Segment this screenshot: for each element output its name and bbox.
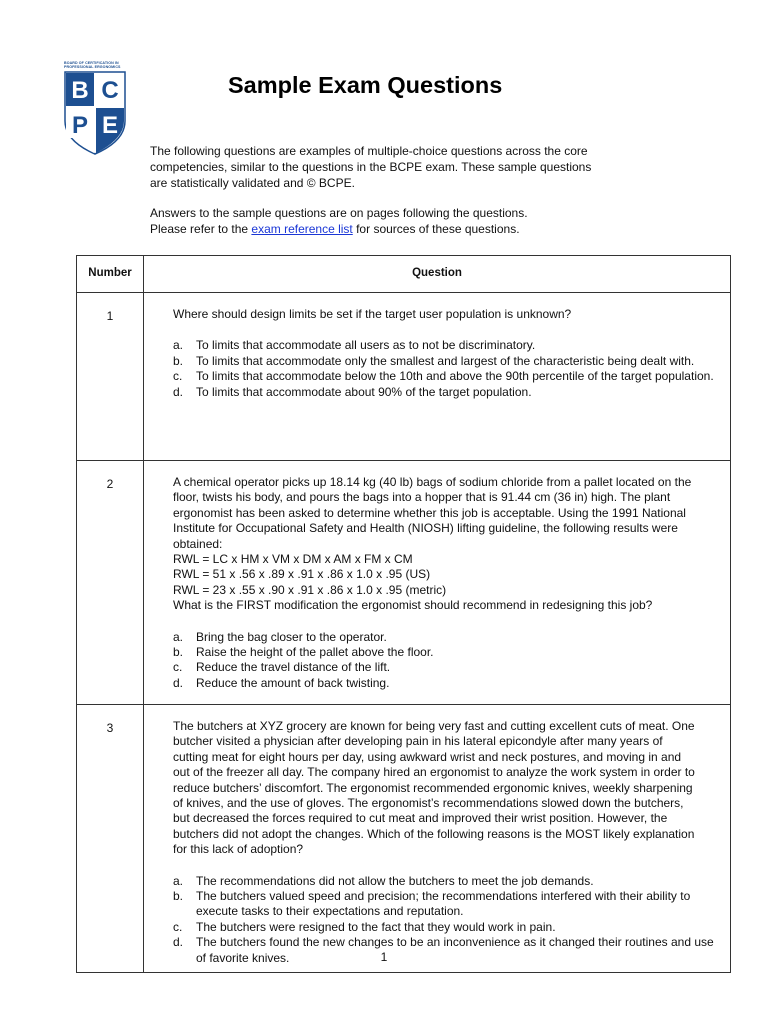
intro-reference-line — [150, 221, 670, 237]
answer-option — [173, 676, 718, 691]
table-row — [77, 705, 731, 973]
option-letter: d. — [173, 384, 184, 399]
question-cell — [144, 461, 731, 705]
question-line: obtained: — [173, 536, 223, 551]
question-number: 2 — [77, 461, 144, 705]
question-line: Where should design limits be set if the target user population is unknown? — [173, 307, 572, 321]
intro-line: Answers to the sample questions are on pages following the questions. — [150, 206, 528, 220]
option-letter: c. — [173, 660, 183, 675]
question-line: ergonomist has been asked to determine whether this job is acceptable. Using the 1991 National — [173, 505, 686, 520]
option-text: The recommendations did not allow the butchers to meet the job demands. — [196, 873, 594, 888]
exam-reference-list-link[interactable]: exam reference list — [251, 222, 353, 236]
answer-options — [173, 338, 718, 400]
question-line: cutting meat for eight hours per day, using awkward wrist and neck postures, and moving in and — [173, 749, 682, 764]
question-cell — [144, 293, 731, 461]
option-text: The butchers were resigned to the fact that they would work in pain. — [196, 919, 556, 934]
question-number: 3 — [77, 705, 144, 973]
header-number: Number — [77, 256, 144, 293]
question-line: butcher visited a physician after developing pain in his lateral epicondyle after many years of — [173, 734, 663, 749]
option-text: Raise the height of the pallet above the floor. — [196, 645, 434, 660]
logo-caption — [64, 61, 130, 69]
option-letter: c. — [173, 369, 183, 384]
option-letter: a. — [173, 629, 184, 644]
table-row — [77, 293, 731, 461]
question-line: The butchers at XYZ grocery are known for being very fast and cutting excellent cuts of meat. One — [173, 719, 695, 733]
answer-option — [173, 630, 718, 645]
intro-line-suffix: for sources of these questions. — [352, 222, 520, 236]
option-text: To limits that accommodate all users as to not be discriminatory. — [196, 338, 536, 353]
option-text: To limits that accommodate about 90% of the target population. — [196, 384, 532, 399]
question-line: A chemical operator picks up 18.14 kg (40 lb) bags of sodium chloride from a pallet located on the — [173, 475, 692, 489]
bcpe-logo — [64, 71, 126, 155]
option-text: To limits that accommodate only the smallest and largest of the characteristic being dealt with. — [196, 353, 695, 368]
question-line: of knives, and the use of gloves. The ergonomist’s recommendations slowed down the butchers, — [173, 796, 684, 811]
option-text: Bring the bag closer to the operator. — [196, 629, 387, 644]
logo-letter-p: P — [71, 112, 89, 139]
answer-option — [173, 645, 718, 660]
question-line: but decreased the forces required to cut meat and improved their wrist position. However, the — [173, 811, 668, 826]
question-line: butchers did not adopt the changes. Which of the following reasons is the MOST likely explanation — [173, 826, 695, 841]
question-line: RWL = LC x HM x VM x DM x AM x FM x CM — [173, 552, 413, 567]
answer-option — [173, 354, 718, 369]
answer-option — [173, 920, 718, 935]
question-text — [173, 307, 718, 322]
question-line: RWL = 51 x .56 x .89 x .91 x .86 x 1.0 x .95 (US) — [173, 567, 431, 582]
option-letter: c. — [173, 919, 183, 934]
answer-option — [173, 889, 718, 920]
intro-line: competencies, similar to the questions in the BCPE exam. These sample questions — [150, 160, 592, 174]
page-title: Sample Exam Questions — [228, 72, 503, 98]
question-line: RWL = 23 x .55 x .90 x .91 x .86 x 1.0 x .95 (metric) — [173, 582, 447, 597]
option-text: Reduce the amount of back twisting. — [196, 675, 390, 690]
answer-options — [173, 630, 718, 692]
option-letter: d. — [173, 675, 184, 690]
question-line: for this lack of adoption? — [173, 842, 304, 857]
option-text: Reduce the travel distance of the lift. — [196, 660, 391, 675]
question-line: out of the freezer all day. The company hired an ergonomist to analyze the work system in order to — [173, 765, 695, 780]
question-line: floor, twists his body, and pours the bags into a hopper that is 91.44 cm (36 in) high. The plant — [173, 490, 671, 505]
page-number: 1 — [380, 950, 388, 964]
option-letter: a. — [173, 873, 184, 888]
intro-line: are statistically validated and © BCPE. — [150, 176, 355, 190]
option-letter: d. — [173, 935, 184, 950]
question-cell — [144, 705, 731, 973]
question-text — [173, 475, 718, 614]
questions-table — [76, 255, 731, 973]
intro-text — [150, 143, 670, 237]
logo-caption-line: BOARD OF CERTIFICATION IN — [64, 61, 119, 65]
option-text: To limits that accommodate below the 10th and above the 90th percentile of the target population. — [196, 369, 714, 384]
intro-line: The following questions are examples of multiple-choice questions across the core — [150, 144, 588, 158]
table-header-row — [77, 256, 731, 293]
option-letter: a. — [173, 338, 184, 353]
intro-line-prefix: Please refer to the — [150, 222, 252, 236]
option-text: The butchers valued speed and precision; the recommendations interfered with their ability to execute tasks to their expectations and reputation. — [196, 889, 691, 919]
answer-option — [173, 369, 718, 384]
answer-option — [173, 660, 718, 675]
questions-body — [77, 293, 731, 973]
table-row — [77, 461, 731, 705]
question-number: 1 — [77, 293, 144, 461]
logo-letter-c: C — [101, 77, 119, 104]
answer-option — [173, 338, 718, 353]
question-line: Institute for Occupational Safety and Health (NIOSH) lifting guideline, the following results were — [173, 521, 678, 536]
question-line: What is the FIRST modification the ergonomist should recommend in redesigning this job? — [173, 598, 653, 613]
logo-letter-b: B — [71, 77, 89, 104]
question-text — [173, 719, 718, 858]
option-letter: b. — [173, 645, 184, 660]
option-text: The butchers found the new changes to be an inconvenience as it changed their routines and use of favorite knives. — [196, 935, 714, 965]
answer-option — [173, 385, 718, 400]
option-letter: b. — [173, 889, 184, 904]
logo-letter-e: E — [101, 112, 119, 139]
option-letter: b. — [173, 353, 184, 368]
logo-caption-line: PROFESSIONAL ERGONOMICS — [64, 65, 121, 69]
question-line: reduce butchers’ discomfort. The ergonomist recommended ergonomic knives, weekly sharpening — [173, 780, 693, 795]
answer-option — [173, 874, 718, 889]
header-question: Question — [144, 256, 731, 293]
